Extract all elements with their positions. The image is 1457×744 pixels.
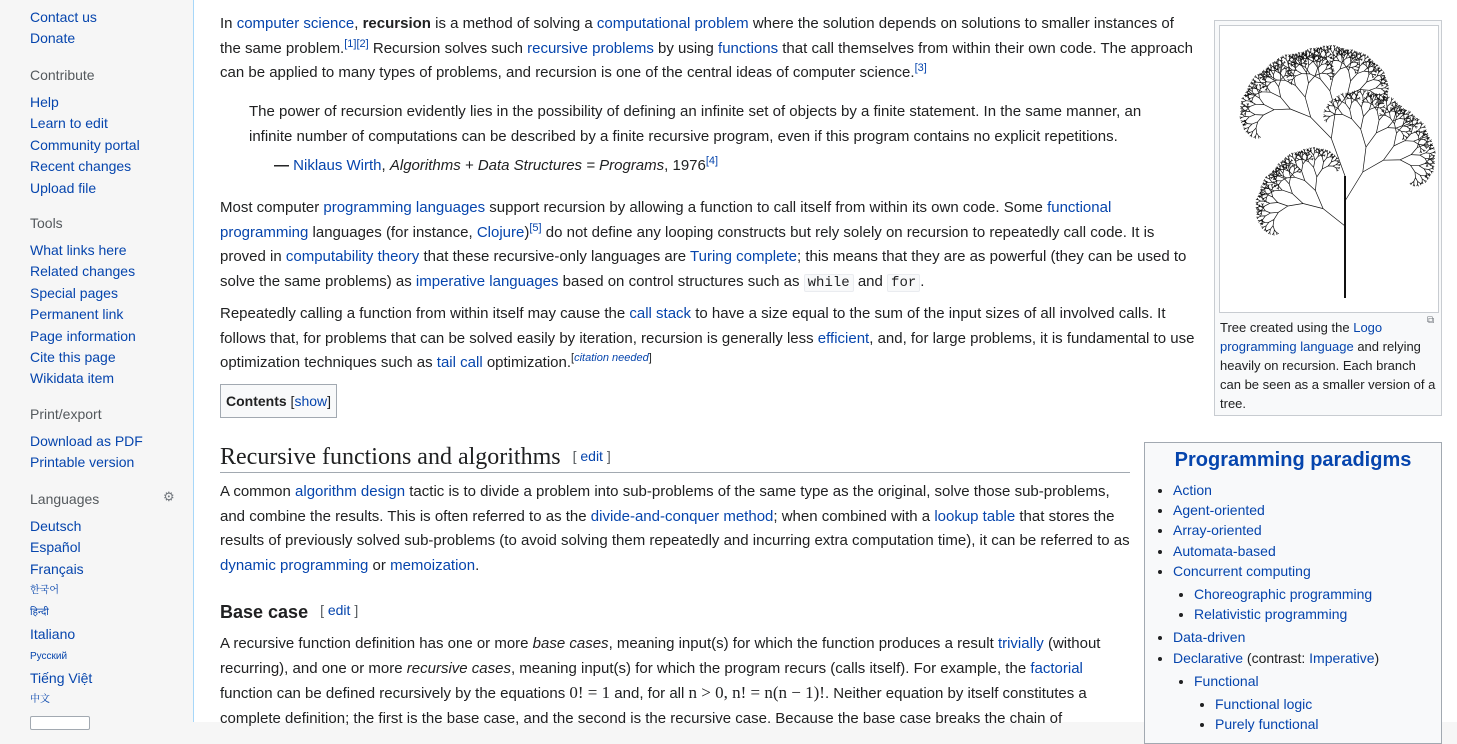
link-clojure[interactable]: Clojure: [476, 223, 525, 241]
text: ; when combined with a: [773, 507, 935, 525]
text: A common: [220, 483, 296, 500]
sidebar-item-printable-version[interactable]: Printable version: [30, 454, 135, 471]
link-trivially[interactable]: trivially: [997, 635, 1044, 652]
paradigm-concurrent[interactable]: Concurrent computing: [1173, 562, 1311, 579]
text: languages (for instance,: [308, 223, 477, 241]
edit-subsection-link[interactable]: edit: [327, 602, 351, 618]
text: [: [286, 393, 295, 409]
link-turing-complete[interactable]: Turing complete: [690, 248, 797, 265]
sidebar-item-download-pdf[interactable]: Download as PDF: [30, 433, 143, 449]
text: Most computer: [220, 199, 324, 216]
text: tactic is to divide a problem into sub-problems of the same type as the original, solve those sub-problems, and combine the results. This is often referred to as the: [220, 483, 1110, 525]
text: Repeatedly calling a function from within itself may cause the: [220, 305, 630, 322]
link-citation-needed[interactable]: [574, 352, 649, 364]
code-while: while: [804, 274, 854, 292]
article-content: [193, 0, 1457, 733]
intro-paragraph: [220, 12, 1195, 86]
link-functions[interactable]: functions: [718, 39, 779, 57]
list-item: [1173, 480, 1379, 500]
sidebar-item-contact-us[interactable]: Contact us: [30, 9, 97, 25]
math-recursive-equation: n > 0, n! = n(n − 1)!: [688, 683, 825, 702]
ref-4[interactable]: [4]: [705, 155, 719, 167]
programming-paradigms-navbox: [1144, 442, 1442, 744]
text: A recursive function definition has one or more: [220, 635, 533, 652]
base-case-paragraph: [220, 632, 1125, 731]
sidebar: [0, 0, 193, 722]
sidebar-item-page-information[interactable]: Page information: [30, 327, 136, 344]
text: or: [368, 556, 391, 574]
sidebar-item-upload-file[interactable]: Upload file: [30, 179, 97, 196]
sidebar-print-export: [30, 406, 143, 474]
sidebar-top-links: [30, 7, 97, 50]
list-item: [1215, 714, 1379, 734]
link-computational-problem[interactable]: computational problem: [596, 15, 749, 32]
text: .: [475, 556, 480, 574]
ref-2[interactable]: [2]: [356, 37, 369, 50]
thumbnail-caption: [1220, 318, 1436, 413]
gear-icon[interactable]: ⚙: [163, 489, 175, 504]
sidebar-item-cite-this-page[interactable]: Cite this page: [30, 349, 116, 366]
sidebar-item-help[interactable]: Help: [30, 94, 59, 110]
lang-russian[interactable]: Русский: [30, 650, 68, 662]
navbox-title[interactable]: Programming paradigms: [1174, 449, 1412, 471]
text: and relying heavily on recursion. Each branch can be seen as a smaller version of a tree.: [1220, 339, 1436, 411]
paradigm-data-driven[interactable]: Data-driven: [1173, 629, 1246, 646]
paradigm-choreographic[interactable]: Choreographic programming: [1194, 586, 1373, 603]
sidebar-languages: [30, 491, 99, 711]
subsection-title: Base case: [220, 602, 309, 622]
sidebar-item-recent-changes[interactable]: Recent changes: [30, 158, 132, 175]
link-logo-language[interactable]: Logo programming language: [1220, 320, 1383, 354]
link-factorial[interactable]: factorial: [1030, 659, 1083, 677]
text: ]: [350, 602, 359, 618]
link-tail-call[interactable]: tail call: [436, 354, 483, 371]
lang-chinese[interactable]: 中文: [30, 694, 50, 706]
link-memoization[interactable]: memoization: [390, 556, 476, 574]
paradigm-action[interactable]: Action: [1173, 482, 1212, 498]
text: (contrast:: [1243, 649, 1310, 666]
list-item: [1194, 604, 1379, 624]
lang-korean[interactable]: 한국어: [30, 585, 59, 597]
text: that call themselves from within their own code. The approach can be applied to many types of problems, and recursion is one of the central ideas of computer science.: [220, 39, 1194, 81]
text: ): [1374, 649, 1380, 666]
table-of-contents: [220, 384, 337, 418]
quote-work: Algorithms + Data Structures = Programs: [389, 157, 665, 174]
ref-5[interactable]: [5]: [529, 221, 542, 234]
text: and, for all: [610, 685, 689, 702]
quote-year: , 1976: [664, 157, 706, 174]
sidebar-heading-languages: Languages: [30, 491, 100, 507]
text: do not define any looping constructs but rely solely on recursion to repeatedly call code. It is proved in: [220, 223, 1155, 265]
paradigm-functional-logic[interactable]: Functional logic: [1215, 696, 1313, 713]
text: [: [320, 602, 328, 618]
paradigm-automata-based[interactable]: Automata-based: [1173, 542, 1276, 559]
toc-label: Contents: [226, 393, 287, 409]
text: citation needed: [574, 352, 649, 364]
subsection-edit: [320, 602, 358, 618]
lang-francais[interactable]: Français: [30, 560, 84, 577]
text: where the solution depends on solutions to smaller instances of the same problem.: [220, 15, 1174, 57]
paradigm-functional[interactable]: Functional: [1194, 672, 1259, 689]
list-item: [1173, 648, 1379, 668]
list-item: [1173, 541, 1379, 561]
recursive-tree-image[interactable]: [1219, 25, 1439, 313]
algorithm-paragraph: [220, 480, 1135, 578]
sidebar-heading-contribute: Contribute: [30, 67, 95, 83]
list-item: [1173, 520, 1379, 540]
paradigm-agent-oriented[interactable]: Agent-oriented: [1173, 502, 1265, 519]
wirth-quote: [249, 100, 1179, 149]
term-recursive-cases: recursive cases: [406, 659, 511, 677]
text: and: [853, 272, 888, 290]
text: In: [220, 15, 237, 32]
text: ]: [327, 393, 332, 409]
text: (without recurring), and one or more: [220, 635, 1101, 677]
text: optimization.: [482, 354, 572, 371]
sidebar-heading-print-export: Print/export: [30, 406, 102, 422]
text: ,: [354, 15, 363, 32]
recursive-tree-drawing: [1220, 26, 1438, 312]
link-programming-languages[interactable]: programming languages: [323, 199, 486, 216]
toc-show-toggle[interactable]: show: [294, 393, 328, 409]
sidebar-item-donate[interactable]: Donate: [30, 30, 76, 47]
sidebar-item-related-changes[interactable]: Related changes: [30, 263, 136, 280]
text: [: [572, 448, 581, 464]
code-for: for: [887, 274, 920, 292]
list-item: [1194, 671, 1379, 691]
text: Tree created using the: [1220, 320, 1354, 335]
ref-3[interactable]: [3]: [914, 62, 927, 74]
link-algorithm-design[interactable]: algorithm design: [295, 483, 406, 500]
list-item: [1215, 694, 1379, 714]
term-base-cases: base cases: [532, 635, 609, 652]
sidebar-item-wikidata-item[interactable]: Wikidata item: [30, 370, 115, 387]
link-lookup-table[interactable]: lookup table: [934, 507, 1016, 525]
section-heading-base-case: [220, 598, 358, 624]
paradigm-array-oriented[interactable]: Array-oriented: [1173, 522, 1262, 539]
text: function can be defined recursively by the equations: [220, 685, 570, 702]
magnify-icon[interactable]: ⧉: [1427, 315, 1435, 326]
lang-vietnamese[interactable]: Tiếng Việt: [30, 669, 93, 686]
link-computer-science[interactable]: computer science: [236, 15, 355, 32]
thumbnail-figure: [1214, 20, 1442, 416]
paradigm-list: [1173, 480, 1379, 734]
paradigm-declarative[interactable]: Declarative: [1173, 649, 1244, 666]
call-stack-paragraph: [220, 302, 1195, 376]
sidebar-item-what-links-here[interactable]: What links here: [30, 242, 127, 258]
quote-dash: —: [274, 157, 294, 174]
text: by using: [653, 39, 719, 57]
text: ]: [648, 352, 652, 364]
ref-1[interactable]: [1]: [344, 37, 357, 50]
paradigm-imperative[interactable]: Imperative: [1309, 649, 1375, 666]
sidebar-heading-tools: Tools: [30, 215, 63, 231]
text: support recursion by allowing a function to call itself from within its own code. Some: [485, 199, 1048, 216]
text: , meaning input(s) for which the function produces a result: [608, 635, 998, 652]
math-base-equation: 0! = 1: [569, 683, 611, 702]
section-edit: [573, 448, 611, 464]
languages-paragraph: [220, 196, 1195, 295]
text: ,: [381, 157, 390, 174]
lang-hindi[interactable]: हिन्दी: [30, 607, 49, 619]
list-item: [1173, 627, 1379, 647]
section-heading-recursive-functions: [220, 440, 1130, 473]
text: [: [571, 352, 575, 364]
edit-section-link[interactable]: edit: [580, 448, 603, 464]
link-efficient[interactable]: efficient: [817, 329, 870, 347]
text: ): [524, 223, 530, 241]
sidebar-item-special-pages[interactable]: Special pages: [30, 284, 118, 301]
citation-needed: [571, 352, 652, 364]
lang-espanol[interactable]: Español: [30, 539, 81, 556]
lang-deutsch[interactable]: Deutsch: [30, 518, 82, 534]
paradigm-relativistic[interactable]: Relativistic programming: [1194, 606, 1348, 623]
link-computability-theory[interactable]: computability theory: [285, 248, 420, 265]
sidebar-contribute: [30, 67, 140, 199]
text: ; this means that they are as powerful (they can be used to solve the same problems) as: [220, 248, 1187, 290]
term-recursion: recursion: [362, 15, 431, 32]
lang-italiano[interactable]: Italiano: [30, 626, 76, 643]
list-item: [1173, 500, 1379, 520]
text: , and, for large problems, it is fundamental to use optimization techniques such as: [220, 329, 1195, 371]
link-dynamic-programming[interactable]: dynamic programming: [220, 556, 369, 574]
link-divide-and-conquer[interactable]: divide-and-conquer method: [590, 507, 774, 525]
text: based on control structures such as: [558, 272, 804, 290]
text: Recursion solves such: [368, 39, 528, 57]
text: is a method of solving a: [430, 15, 597, 32]
link-call-stack[interactable]: call stack: [629, 305, 692, 322]
sidebar-item-learn-to-edit[interactable]: Learn to edit: [30, 115, 108, 132]
list-item: [1173, 561, 1379, 581]
text: to have a size equal to the sum of the input sizes of all involved calls. It follows that, for problems that can be solved easily by iteration, recursion is generally less: [220, 305, 1166, 347]
link-imperative-languages[interactable]: imperative languages: [415, 272, 559, 290]
link-recursive-problems[interactable]: recursive problems: [527, 39, 654, 57]
sidebar-item-permanent-link[interactable]: Permanent link: [30, 306, 124, 323]
text: ]: [602, 448, 611, 464]
link-niklaus-wirth[interactable]: Niklaus Wirth: [293, 157, 382, 174]
list-item: [1194, 584, 1379, 604]
quote-attribution: [274, 157, 718, 174]
section-title: Recursive functions and algorithms: [220, 444, 561, 470]
text: that these recursive-only languages are: [419, 248, 690, 265]
sidebar-tools: [30, 215, 136, 390]
sidebar-item-community-portal[interactable]: Community portal: [30, 136, 140, 153]
text: .: [920, 272, 925, 290]
link-functional-programming[interactable]: functional programming: [220, 199, 1112, 241]
paradigm-purely-functional[interactable]: Purely functional: [1215, 716, 1319, 733]
text: that stores the results of previously solved sub-problems (to avoid solving them repeatedly and incurring extra computation time), it can be referred to as: [220, 507, 1130, 549]
quote-text: The power of recursion evidently lies in the possibility of defining an infinite set of objects by a finite statement. In the same manner, an infinite number of computations can be described by a finite recursive program, even if this program contains no explicit repetitions.: [249, 103, 1142, 145]
languages-edit-box[interactable]: [30, 716, 90, 730]
text: . Neither equation by itself constitutes a complete definition; the first is the base case, and the second is the recursive case. Because the base case breaks the chain of: [220, 685, 1087, 727]
text: , meaning input(s) for which the program recurs (calls itself). For example, the: [510, 659, 1031, 677]
